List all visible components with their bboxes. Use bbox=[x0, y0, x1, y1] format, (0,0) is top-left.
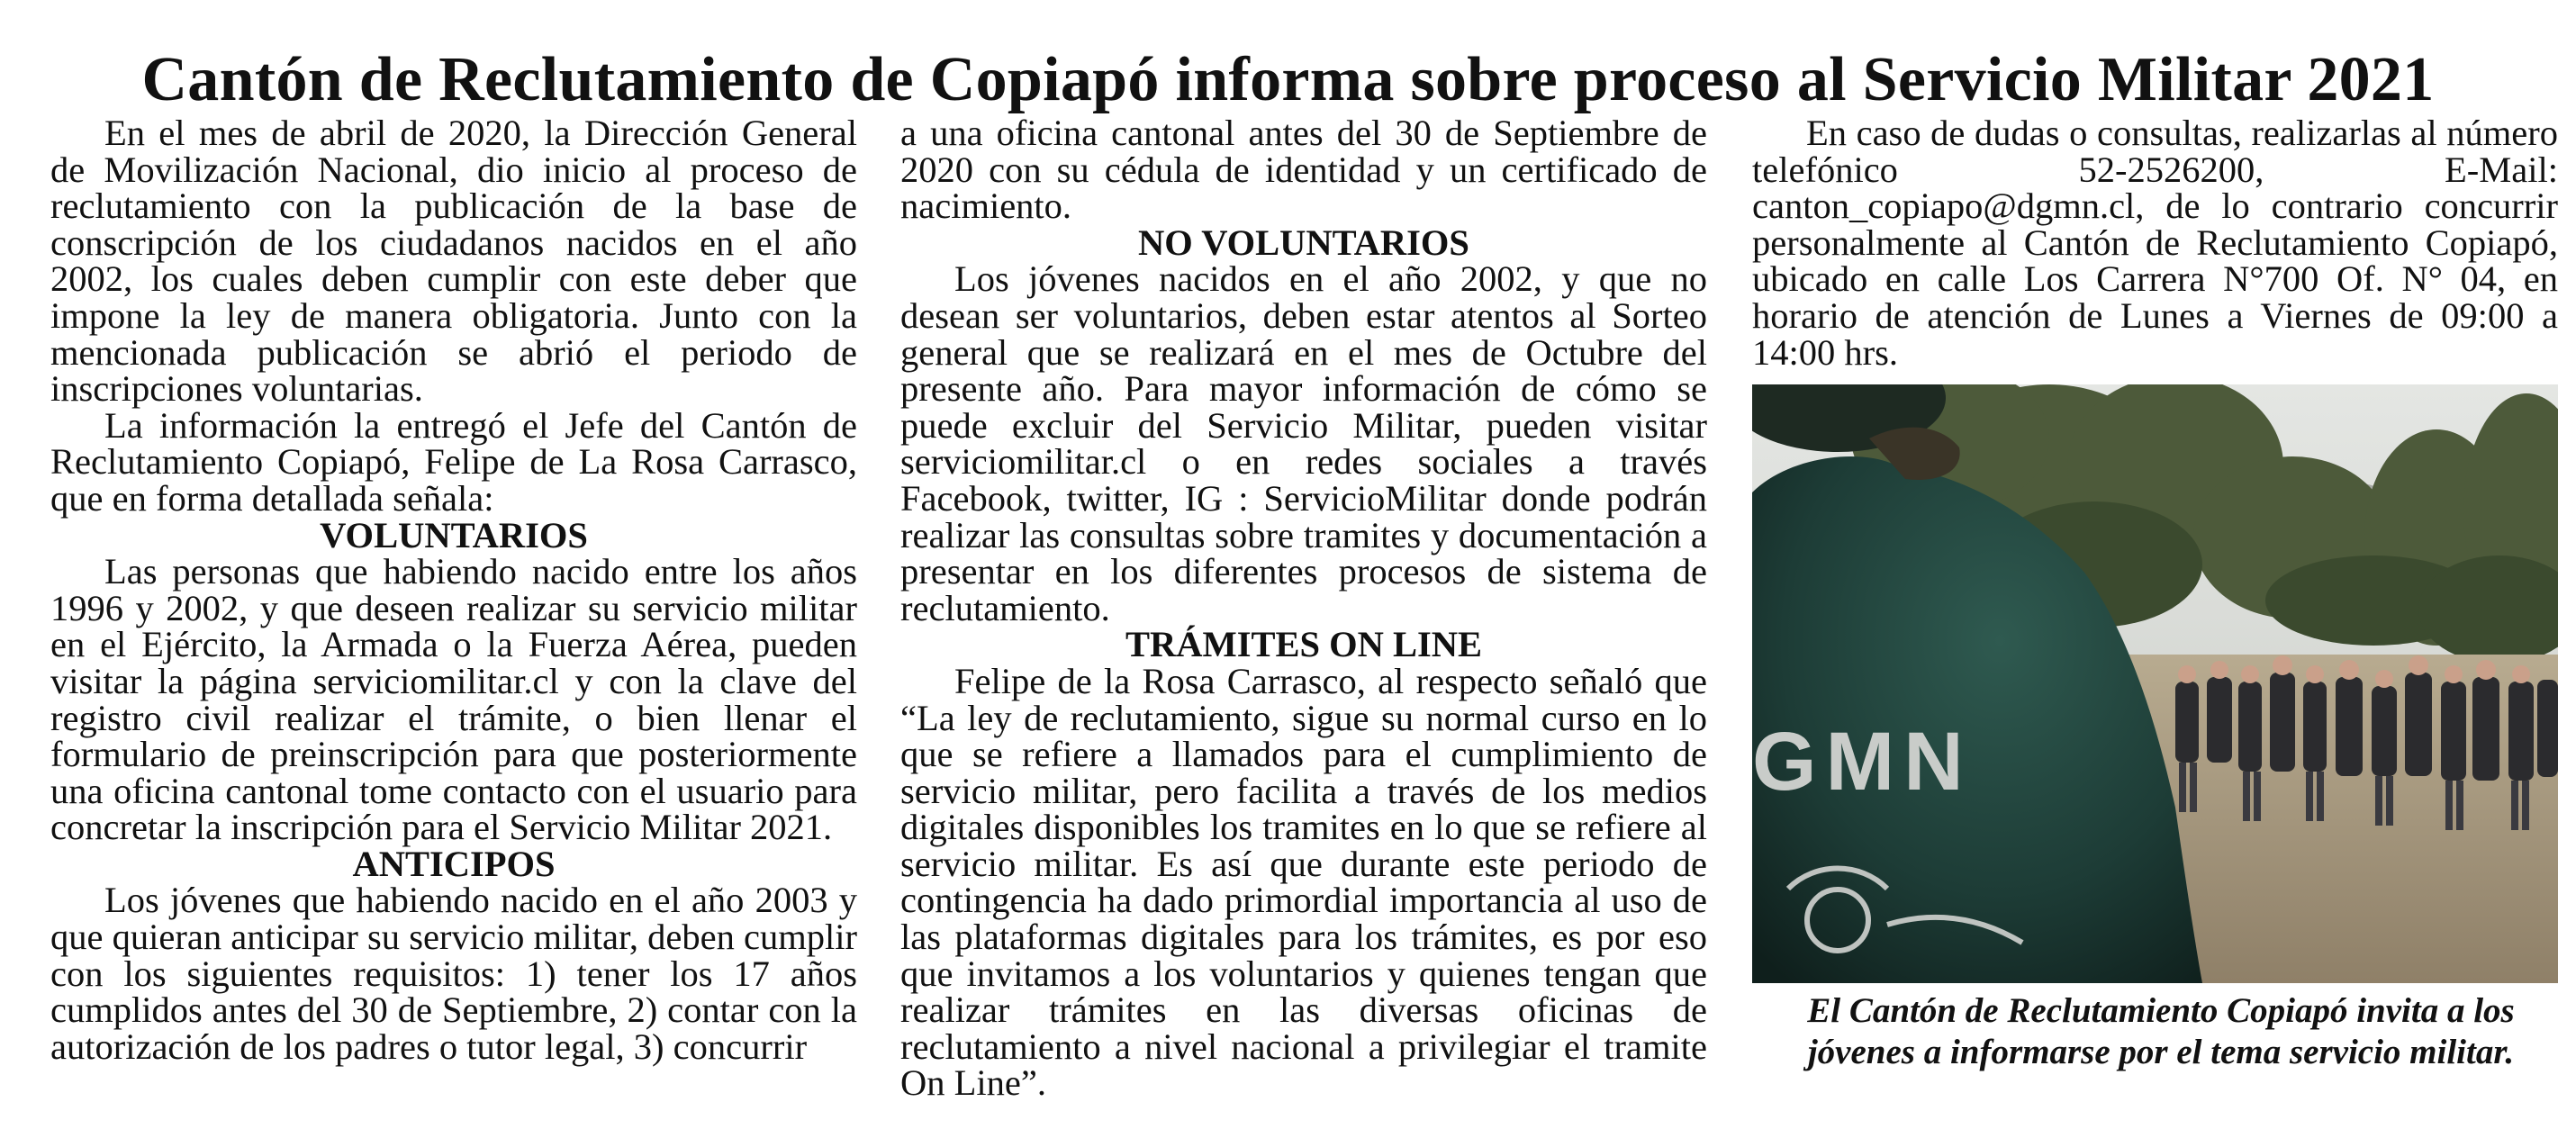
paragraph-voluntarios: Las personas que habiendo nacido entre los años 1996 y 2002, y que deseen realizar su servicio militar en el Ejército, la Armada o la Fuerza Aérea, pueden visitar la página serviciomilitar.cl y con la clave del registro civil realizar el trámite, o bien llenar el formulario de preinscripción para que posteriormente una oficina cantonal tome contacto con el usuario para concretar la inscripción para el Servicio Militar 2021. bbox=[50, 551, 857, 848]
paragraph-intro: En el mes de abril de 2020, la Dirección General de Movilización Nacional, dio inicio al proceso de reclutamiento con la publicación de la base de conscripción de los ciudadanos nacidos en el año 2002, los cuales deben cumplir con este deber que impone la ley de manera obligatoria. Junto con la mencionada publicación se abrió el periodo de inscripciones voluntarias. bbox=[50, 113, 857, 410]
article-column-3 bbox=[1752, 115, 2558, 371]
paragraph-anticipos-continued: a una oficina cantonal antes del 30 de Septiembre de 2020 con su cédula de identidad y un certificado de nacimiento. bbox=[900, 113, 1707, 227]
photo-illustration bbox=[1752, 384, 2558, 983]
paragraph-tramites-online: Felipe de la Rosa Carrasco, al respecto señaló que “La ley de reclutamiento, sigue su normal curso en lo que se refiere a llamados para el cumplimiento de servicio militar, pero facilita a través de los medios digitales disponibles los tramites en lo que se refiere al servicio militar. Es así que durante este periodo de contingencia ha dado primordial importancia al uso de las plataformas digitales para los trámites, es por eso que invitamos a los voluntarios y quienes tengan que realizar trámites en las diversas oficinas de reclutamiento a nivel nacional a privilegiar el tramite On Line”. bbox=[900, 660, 1707, 1104]
paragraph-no-voluntarios: Los jóvenes nacidos en el año 2002, y que no desean ser voluntarios, deben estar atentos al Sorteo general que se realizará en el mes de Octubre del presente año. Para mayor información de cómo se puede excluir del Servicio Militar, pueden visitar serviciomilitar.cl o en redes sociales a través Facebook, twitter, IG : ServicioMilitar donde podrán realizar las consultas sobre tramites y documentación a presentar en los diferentes procesos de sistema de reclutamiento. bbox=[900, 258, 1707, 628]
article-column-1 bbox=[50, 115, 857, 1065]
paragraph-source: La información la entregó el Jefe del Cantón de Reclutamiento Copiapó, Felipe de La Rosa Carrasco, que en forma detallada señala: bbox=[50, 404, 857, 519]
jacket-lettering: GMN bbox=[1752, 716, 1973, 808]
subheading-no-voluntarios: NO VOLUNTARIOS bbox=[1138, 221, 1469, 263]
article-photo bbox=[1752, 384, 2558, 983]
subheading-anticipos: ANTICIPOS bbox=[352, 843, 556, 884]
paragraph-anticipos: Los jóvenes que habiendo nacido en el año 2003 y que quieran anticipar su servicio militar, deben cumplir con los siguientes requisitos: 1) tener los 17 años cumplidos antes del 30 de Septiembre, 2) contar con la autorización de los padres o tutor legal, 3) concurrir bbox=[50, 880, 857, 1067]
headline: Cantón de Reclutamiento de Copiapó informa sobre proceso al Servicio Militar 2021 bbox=[141, 44, 2435, 114]
article-column-2 bbox=[900, 115, 1707, 1102]
subheading-voluntarios: VOLUNTARIOS bbox=[320, 514, 588, 555]
subheading-tramites-online: TRÁMITES ON LINE bbox=[1125, 624, 1483, 665]
photo-caption: El Cantón de Reclutamiento Copiapó invita a los jóvenes a informarse por el tema servicio militar. bbox=[1807, 991, 2515, 1071]
paragraph-contact: En caso de dudas o consultas, realizarlas al número telefónico 52-2526200, E-Mail: canton_copiapo@dgmn.cl, de lo contrario concurrir personalmente al Cantón de Reclutamiento Copiapó, ubicado en calle Los Carrera N°700 Of. N° 04, en horario de atención de Lunes a Viernes de 09:00 a 14:00 hrs. bbox=[1752, 113, 2558, 373]
